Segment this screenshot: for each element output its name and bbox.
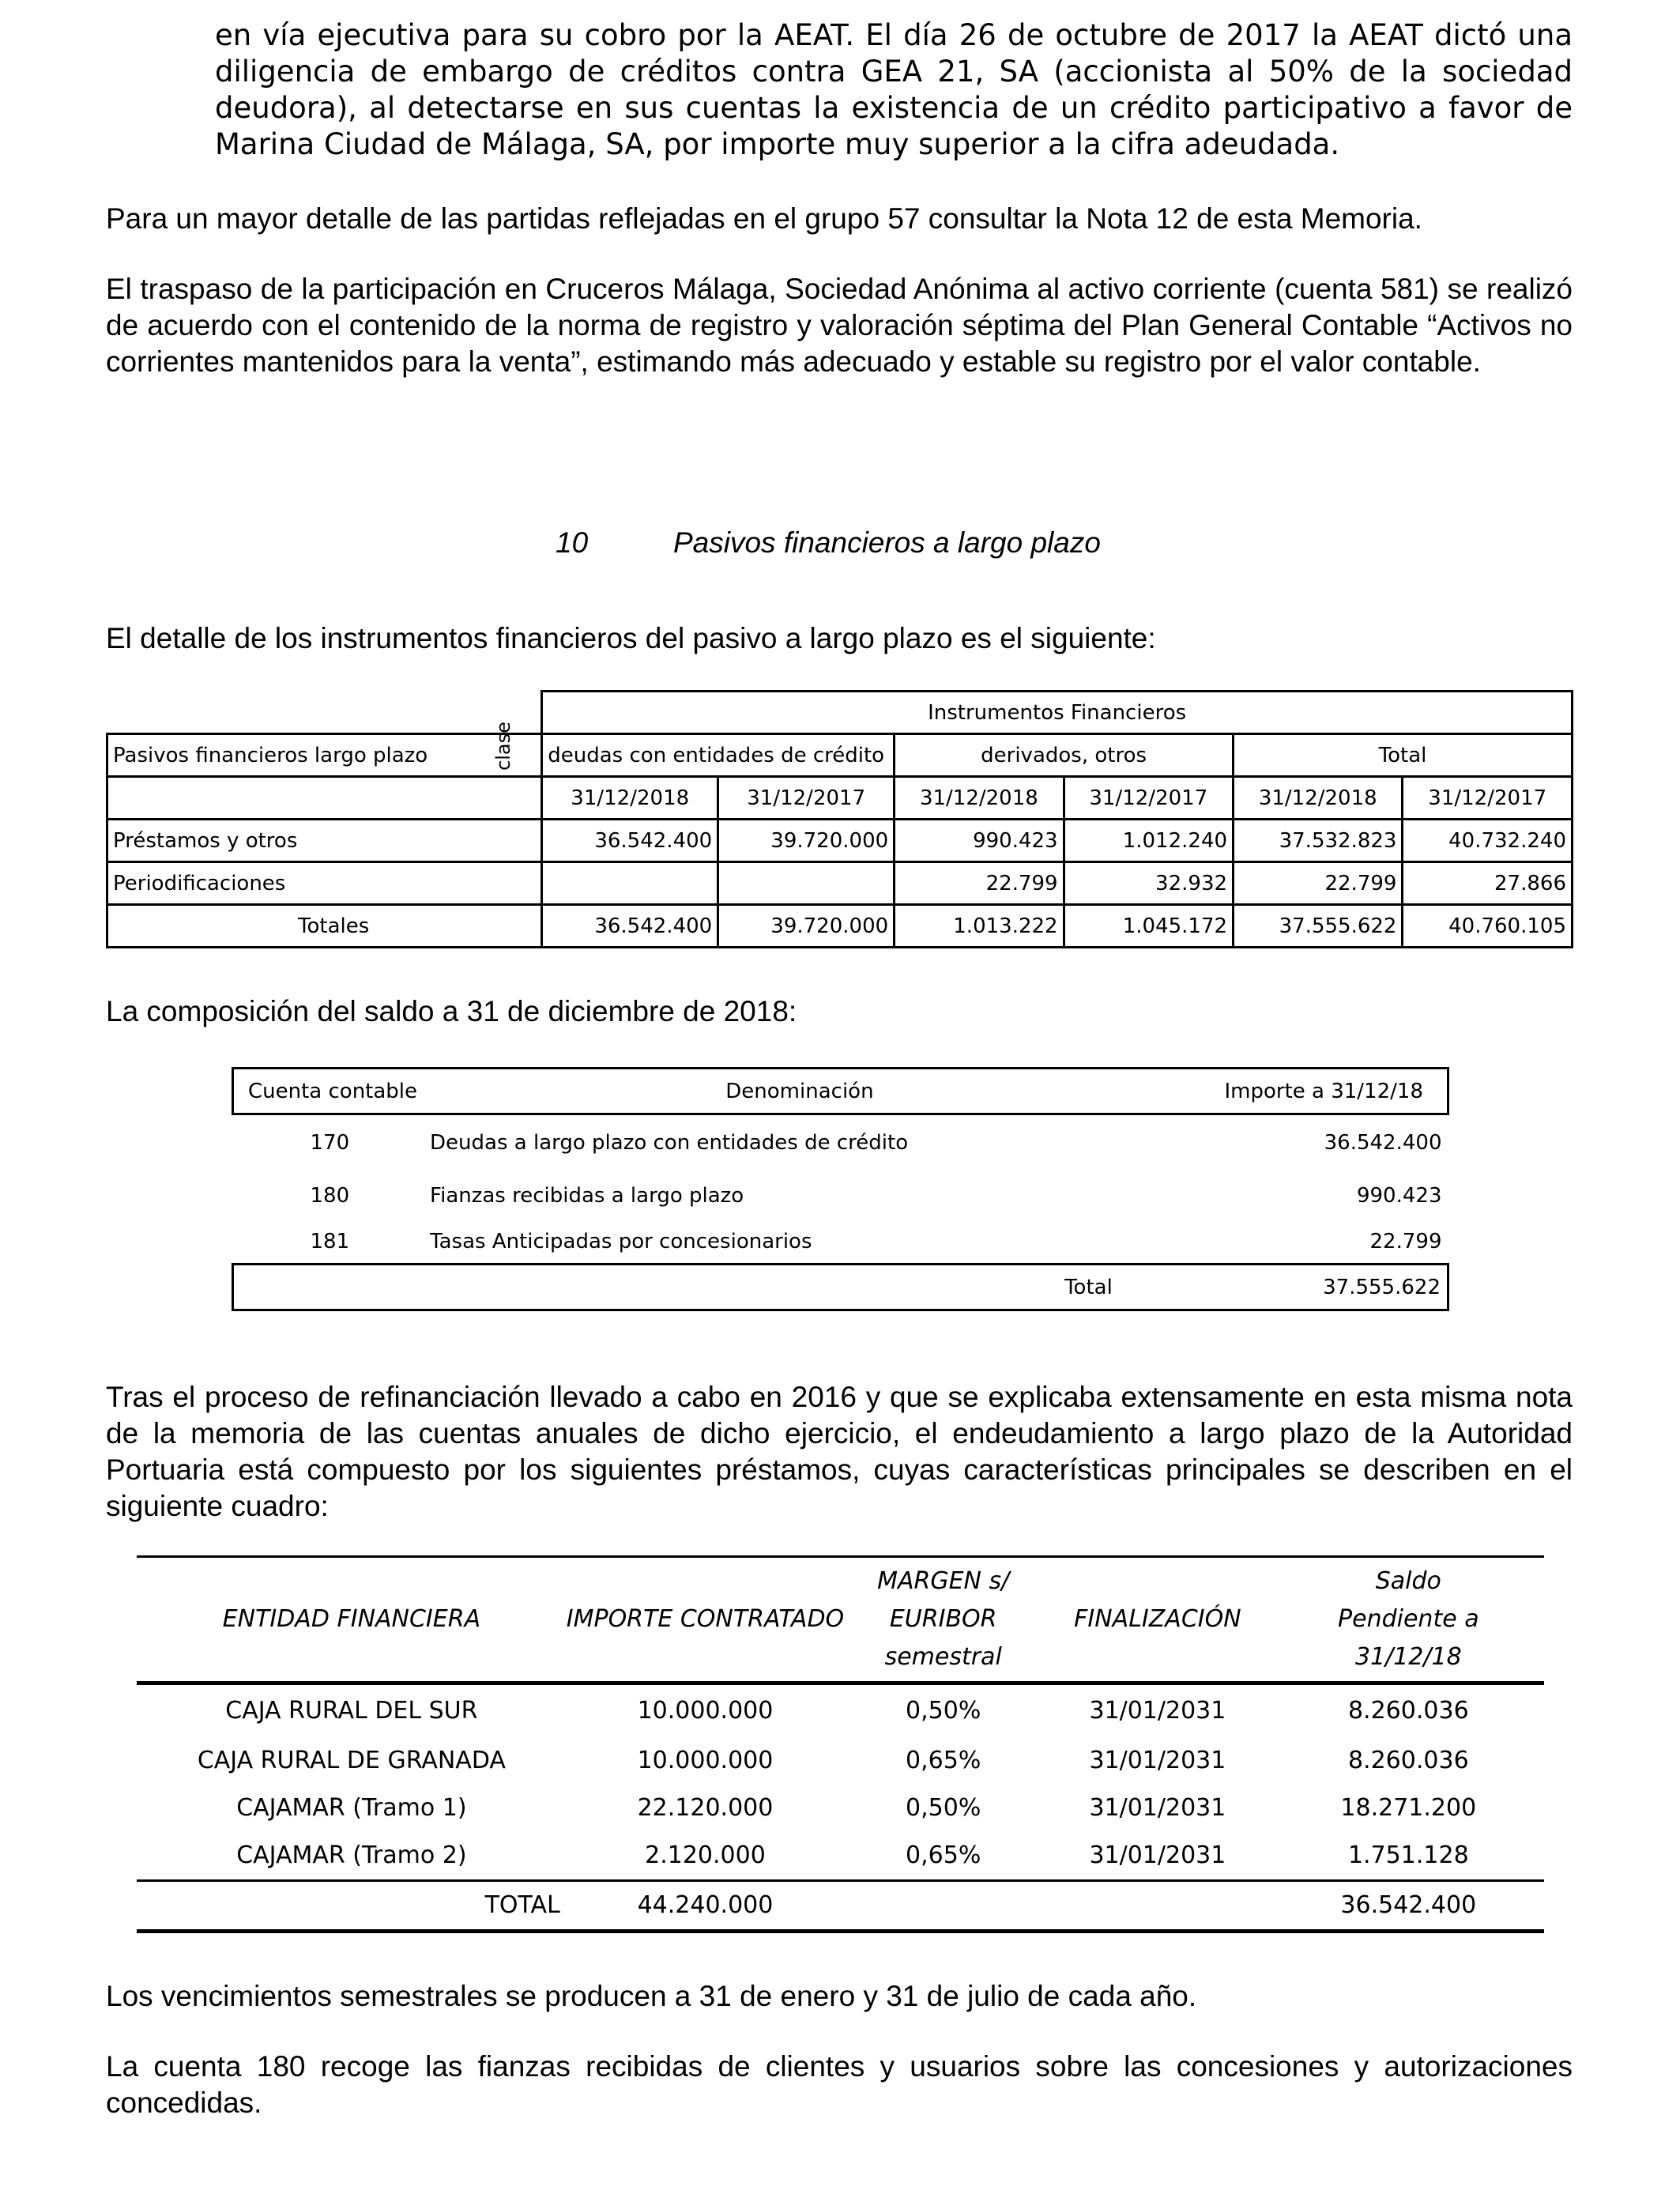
table-cell: 39.720.000 — [718, 905, 895, 948]
total-label: TOTAL — [137, 1880, 567, 1931]
date-header-row — [107, 777, 1573, 820]
table-row — [137, 1832, 1544, 1881]
table-header-row — [233, 1069, 1448, 1114]
table-cell: 40.760.105 — [1403, 905, 1573, 948]
table-cell: 1.012.240 — [1064, 820, 1233, 862]
paragraph-traspaso: El traspaso de la participación en Cruceros Málaga, Sociedad Anónima al activo corriente (cuenta 581) se realizó de acuerdo con el contenido de la norma de registro y valoración séptima del Plan General Contable “Activos no corrientes mantenidos para la venta”, estimando más adecuado y estable su registro por el valor contable. — [106, 273, 1573, 378]
table-row — [233, 1220, 1448, 1265]
totals-row — [233, 1265, 1448, 1310]
cuenta-cell: 170 — [310, 1131, 350, 1155]
row-label: Totales — [107, 905, 542, 948]
finalizacion-cell: 31/01/2031 — [1089, 1842, 1226, 1869]
header-entidad: ENTIDAD FINANCIERA — [137, 1557, 567, 1683]
instrumentos-header: Instrumentos Financieros — [542, 692, 1573, 734]
section-title: Pasivos financieros a largo plazo — [673, 526, 1101, 559]
margen-cell: 0,65% — [906, 1842, 981, 1869]
table-header-row — [107, 734, 1573, 777]
table-header-row — [107, 692, 1573, 734]
table-row — [233, 1114, 1448, 1171]
entidad-cell: CAJA RURAL DE GRANADA — [197, 1747, 506, 1774]
total-value: 37.555.622 — [1176, 1265, 1448, 1310]
table-composicion-saldo — [232, 1067, 1449, 1311]
table-row — [233, 1171, 1448, 1220]
empty-cell — [233, 1265, 424, 1310]
table-row — [107, 820, 1573, 862]
clase-header: clase — [507, 734, 542, 777]
entidad-cell: CAJAMAR (Tramo 1) — [236, 1794, 467, 1822]
saldo-cell: 18.271.200 — [1340, 1794, 1477, 1822]
totals-row — [137, 1880, 1544, 1931]
table-header-row — [137, 1557, 1544, 1683]
table-cell: 36.542.400 — [542, 820, 718, 862]
importe-cell: 10.000.000 — [637, 1697, 774, 1725]
table-cell: 27.866 — [1403, 862, 1573, 905]
table-cell — [718, 862, 895, 905]
table-pasivos-financieros — [106, 690, 1573, 948]
date-header: 31/12/2017 — [1403, 777, 1573, 820]
saldo-cell: 8.260.036 — [1347, 1747, 1469, 1774]
table-cell: 1.013.222 — [895, 905, 1064, 948]
denominacion-cell: Deudas a largo plazo con entidades de crédito — [430, 1131, 909, 1155]
empty-cell — [1042, 1880, 1272, 1931]
paragraph-vencimientos: Los vencimientos semestrales se producen a 31 de enero y 31 de julio de cada año. — [106, 1980, 1197, 2012]
table-cell: 32.932 — [1064, 862, 1233, 905]
table-cell — [542, 862, 718, 905]
header-saldo-line: Saldo — [1375, 1567, 1441, 1595]
table-cell: 37.555.622 — [1234, 905, 1403, 948]
total-importe: 44.240.000 — [567, 1880, 844, 1931]
importe-cell: 990.423 — [1356, 1183, 1442, 1208]
date-header: 31/12/2017 — [1064, 777, 1233, 820]
paragraph-aeat-continuation: en vía ejecutiva para su cobro por la AEAT. El día 26 de octubre de 2017 la AEAT dictó una diligencia de embargo de créditos contra GEA 21, SA (accionista al 50% de la sociedad deudora), al detectarse en sus cuentas la existencia de un crédito participativo a favor de Marina Ciudad de Málaga, SA, por importe muy superior a la cifra adeudada. — [215, 18, 1573, 161]
table-cell: 37.532.823 — [1234, 820, 1403, 862]
table-row — [137, 1785, 1544, 1832]
table-row — [137, 1737, 1544, 1785]
header-saldo-line: 31/12/18 — [1354, 1643, 1462, 1671]
margen-cell: 0,50% — [906, 1697, 981, 1725]
saldo-cell: 8.260.036 — [1347, 1697, 1469, 1725]
header-saldo-line: Pendiente a — [1338, 1605, 1479, 1633]
table-cell: 22.799 — [895, 862, 1064, 905]
importe-cell: 22.120.000 — [637, 1794, 774, 1822]
total-label: Total — [424, 1265, 1176, 1310]
denominacion-cell: Tasas Anticipadas por concesionarios — [430, 1229, 812, 1253]
empty-cell — [107, 777, 542, 820]
row-label: Préstamos y otros — [107, 820, 542, 862]
importe-cell: 10.000.000 — [637, 1747, 774, 1774]
row-label-header: Pasivos financieros largo plazo — [107, 734, 507, 777]
table-cell: 36.542.400 — [542, 905, 718, 948]
saldo-cell: 1.751.128 — [1347, 1842, 1469, 1869]
table-cell: 1.045.172 — [1064, 905, 1233, 948]
header-saldo — [1273, 1557, 1544, 1683]
group-header-total: Total — [1234, 734, 1573, 777]
group-header-derivados: derivados, otros — [895, 734, 1234, 777]
margen-cell: 0,65% — [906, 1747, 981, 1774]
header-cuenta: Cuenta contable — [233, 1069, 424, 1114]
importe-cell: 2.120.000 — [645, 1842, 766, 1869]
paragraph-composicion: La composición del saldo a 31 de diciembre de 2018: — [106, 995, 797, 1027]
date-header: 31/12/2018 — [1234, 777, 1403, 820]
group-header-deudas: deudas con entidades de crédito — [542, 734, 895, 777]
date-header: 31/12/2018 — [895, 777, 1064, 820]
header-margen — [844, 1557, 1042, 1683]
table-prestamos — [137, 1555, 1544, 1933]
table-row — [107, 862, 1573, 905]
finalizacion-cell: 31/01/2031 — [1089, 1697, 1226, 1725]
importe-cell: 36.542.400 — [1324, 1131, 1442, 1155]
header-finalizacion: FINALIZACIÓN — [1042, 1557, 1272, 1683]
totals-row — [107, 905, 1573, 948]
empty-cell — [107, 692, 542, 734]
table-cell: 990.423 — [895, 820, 1064, 862]
paragraph-grupo-57: Para un mayor detalle de las partidas reflejadas en el grupo 57 consultar la Nota 12 de esta Memoria. — [106, 202, 1422, 235]
paragraph-refinanciacion: Tras el proceso de refinanciación llevado a cabo en 2016 y que se explicaba extensamente en esta misma nota de la memoria de las cuentas anuales de dicho ejercicio, el endeudamiento a largo plazo de la Autoridad Portuaria está compuesto por los siguientes préstamos, cuyas características principales se describen en el siguiente cuadro: — [106, 1381, 1573, 1522]
margen-cell: 0,50% — [906, 1794, 981, 1822]
cuenta-cell: 181 — [310, 1229, 350, 1253]
table-cell: 39.720.000 — [718, 820, 895, 862]
header-margen-line: EURIBOR — [889, 1605, 997, 1633]
header-margen-line: MARGEN s/ — [877, 1567, 1010, 1595]
total-saldo: 36.542.400 — [1273, 1880, 1544, 1931]
paragraph-detalle-intro: El detalle de los instrumentos financieros del pasivo a largo plazo es el siguiente: — [106, 622, 1156, 654]
header-importe: IMPORTE CONTRATADO — [567, 1557, 844, 1683]
header-denominacion: Denominación — [424, 1069, 1176, 1114]
denominacion-cell: Fianzas recibidas a largo plazo — [430, 1183, 744, 1208]
cuenta-cell: 180 — [310, 1183, 350, 1208]
paragraph-cuenta-180: La cuenta 180 recoge las fianzas recibidas de clientes y usuarios sobre las concesiones y autorizaciones concedidas. — [106, 2050, 1573, 2119]
finalizacion-cell: 31/01/2031 — [1089, 1747, 1226, 1774]
empty-cell — [844, 1880, 1042, 1931]
entidad-cell: CAJA RURAL DEL SUR — [225, 1697, 478, 1725]
importe-cell: 22.799 — [1369, 1229, 1442, 1253]
table-cell: 40.732.240 — [1403, 820, 1573, 862]
finalizacion-cell: 31/01/2031 — [1089, 1794, 1226, 1822]
header-margen-line: semestral — [884, 1643, 1002, 1671]
header-importe: Importe a 31/12/18 — [1176, 1069, 1448, 1114]
table-row — [137, 1683, 1544, 1737]
table-cell: 22.799 — [1234, 862, 1403, 905]
date-header: 31/12/2017 — [718, 777, 895, 820]
section-number: 10 — [556, 526, 589, 559]
entidad-cell: CAJAMAR (Tramo 2) — [236, 1842, 467, 1869]
date-header: 31/12/2018 — [542, 777, 718, 820]
row-label: Periodificaciones — [107, 862, 542, 905]
